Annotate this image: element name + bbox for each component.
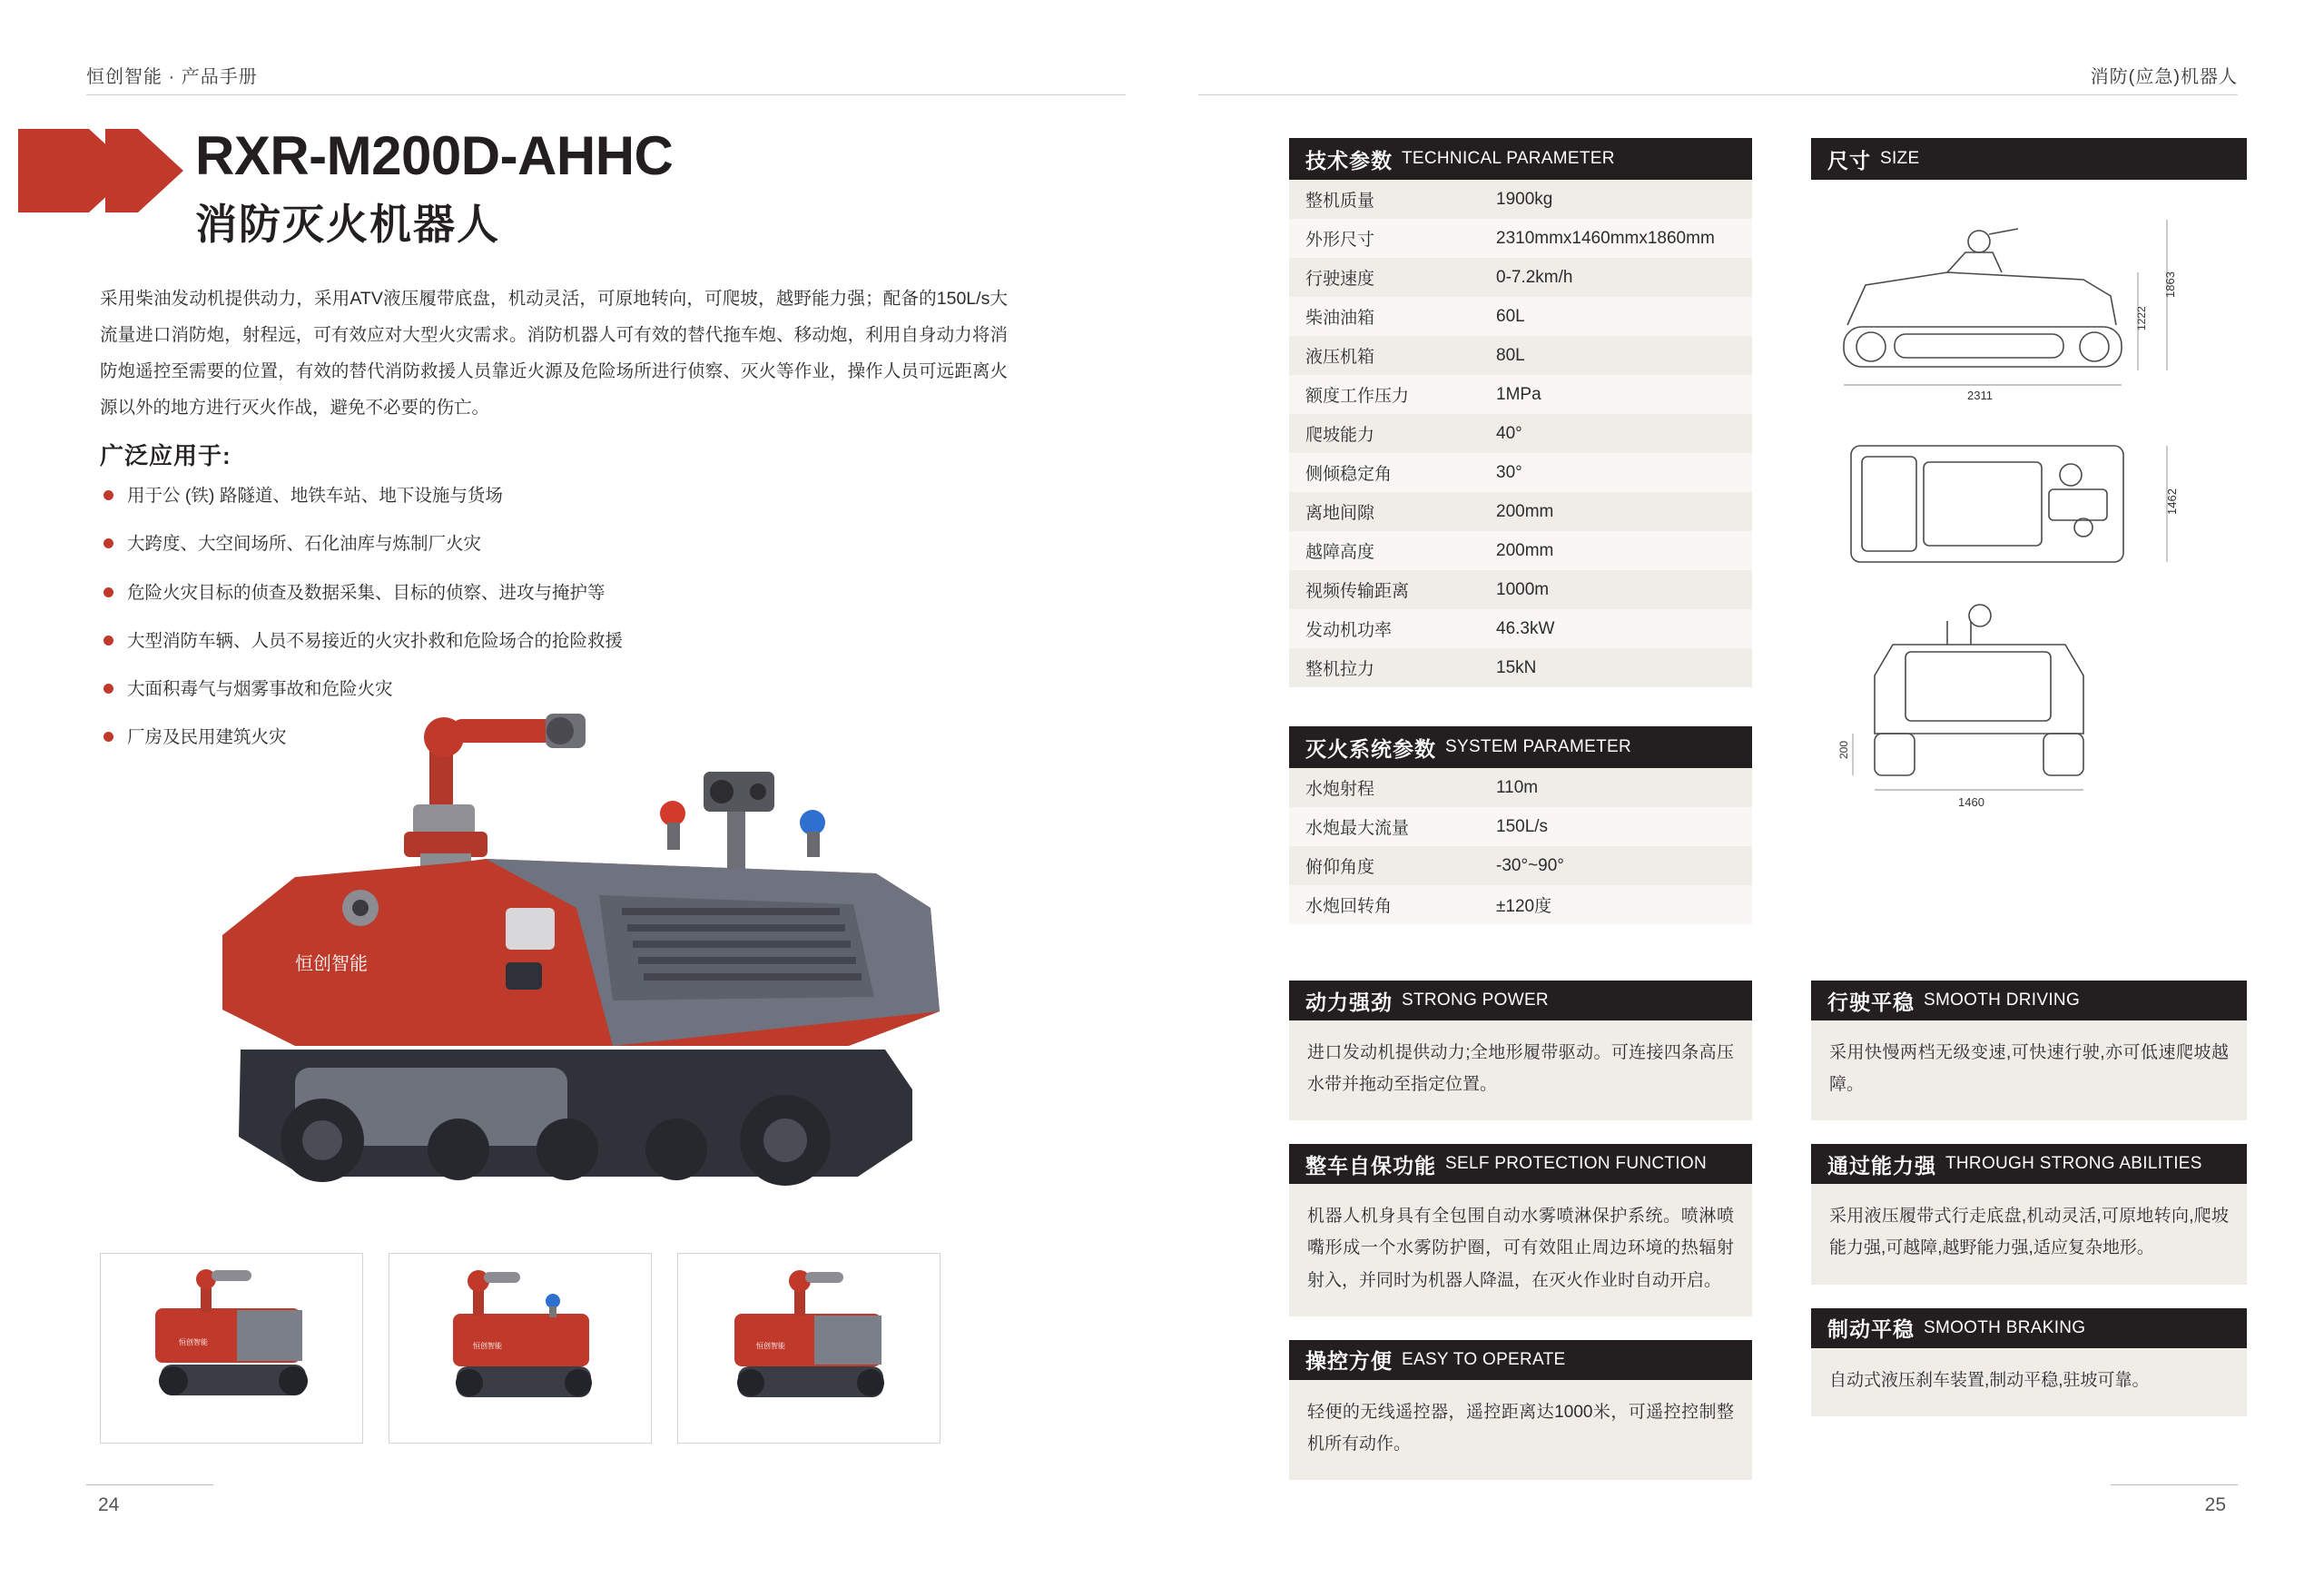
feature-title-cn: 通过能力强 (1827, 1153, 1936, 1178)
table-row (1289, 414, 1752, 453)
param-label: 水炮回转角 (1305, 897, 1393, 916)
list-item-label: 大跨度、大空间场所、石化油库与炼制厂火灾 (127, 534, 482, 555)
track-assembly (239, 1050, 912, 1186)
feature-smooth-braking (1811, 1308, 2247, 1416)
table-row (1289, 609, 1752, 648)
param-label: 整机拉力 (1305, 660, 1375, 679)
feature-easy-to-operate (1289, 1340, 1752, 1480)
feature-title-en: SMOOTH DRIVING (1924, 991, 2081, 1010)
param-value: 1MPa (1496, 384, 1541, 404)
feature-title-en: THROUGH STRONG ABILITIES (1945, 1154, 2202, 1174)
feature-title-cn: 制动平稳 (1827, 1317, 1915, 1342)
system-parameter-panel (1289, 726, 1752, 924)
param-label: 行驶速度 (1305, 270, 1375, 289)
param-value: 40° (1496, 423, 1522, 443)
technical-parameter-table (1289, 180, 1752, 687)
param-label: 柴油油箱 (1305, 309, 1375, 328)
drawing-top-view (1811, 420, 2238, 593)
header-rule-left (86, 94, 1126, 95)
table-row (1289, 180, 1752, 219)
size-header (1811, 138, 2247, 180)
table-row (1289, 531, 1752, 570)
param-value: 1900kg (1496, 189, 1553, 209)
dim-side-length: 2311 (1967, 389, 1993, 402)
thumbnail-front-view[interactable] (100, 1253, 363, 1444)
param-label: 离地间隙 (1305, 504, 1375, 523)
thumbnail-side-view[interactable] (677, 1253, 940, 1444)
param-value: 2310mmx1460mmx1860mm (1496, 228, 1715, 248)
feature-column-right (1811, 981, 2247, 1440)
list-item-label: 大型消防车辆、人员不易接近的火灾扑救和危险场合的抢险救援 (127, 630, 624, 651)
footer-rule-left (86, 1484, 213, 1485)
footer-rule-right (2111, 1484, 2238, 1485)
feature-body: 进口发动机提供动力;全地形履带驱动。可连接四条高压水带并拖动至指定位置。 (1289, 1020, 1752, 1120)
param-label: 视频传输距离 (1305, 582, 1410, 601)
list-item-label: 危险火灾目标的侦查及数据采集、目标的侦察、进攻与掩护等 (127, 582, 606, 603)
svg-text:恒创智能: 恒创智能 (473, 1342, 502, 1350)
param-value: 46.3kW (1496, 618, 1555, 638)
param-value: 200mm (1496, 540, 1554, 560)
header-rule-right (1198, 94, 2238, 95)
svg-text:恒创智能: 恒创智能 (179, 1338, 208, 1346)
feature-title-cn: 操控方便 (1305, 1349, 1393, 1374)
param-value: 80L (1496, 345, 1525, 365)
param-label: 额度工作压力 (1305, 387, 1410, 406)
table-row (1289, 375, 1752, 414)
page-number-left: 24 (98, 1494, 120, 1515)
param-label: 侧倾稳定角 (1305, 465, 1393, 484)
table-row (1289, 807, 1752, 846)
panel-title-en: SIZE (1880, 149, 1920, 168)
header-left: 恒创智能 · 产品手册 (86, 67, 258, 87)
table-row (1289, 258, 1752, 297)
thumbnail-angled-view[interactable] (389, 1253, 652, 1444)
param-label: 整机质量 (1305, 192, 1375, 211)
param-label: 水炮射程 (1305, 780, 1375, 799)
technical-parameter-panel (1289, 138, 1752, 687)
product-model: RXR-M200D-AHHC (195, 125, 674, 186)
param-label: 俯仰角度 (1305, 858, 1375, 877)
table-row (1289, 648, 1752, 687)
param-label: 越障高度 (1305, 543, 1375, 562)
feature-strong-power (1289, 981, 1752, 1120)
list-item-label: 厂房及民用建筑火灾 (127, 727, 287, 748)
dim-front-width: 1460 (1958, 795, 1984, 809)
feature-title-cn: 动力强劲 (1305, 990, 1393, 1014)
dim-front-clearance: 200 (1837, 740, 1850, 759)
param-value: 150L/s (1496, 816, 1549, 836)
robot-brand-label: 恒创智能 (295, 952, 368, 974)
dim-side-height: 1863 (2163, 271, 2177, 298)
panel-title-cn: 技术参数 (1305, 148, 1393, 172)
table-row (1289, 219, 1752, 258)
param-value: 15kN (1496, 657, 1537, 677)
size-drawings (1811, 189, 2247, 820)
list-item (100, 580, 1008, 606)
page-title (195, 127, 1012, 251)
feature-title-en: EASY TO OPERATE (1402, 1349, 1566, 1369)
list-item-label: 用于公 (铁) 路隧道、地铁车站、地下设施与货场 (127, 486, 503, 506)
robot-hero-image (186, 636, 1003, 1217)
param-value: 60L (1496, 306, 1525, 326)
headlight (506, 908, 555, 950)
beacon-light-right (800, 810, 825, 835)
intro-paragraph: 采用柴油发动机提供动力，采用ATV液压履带底盘，机动灵活，可原地转向，可爬坡，越野能力强；配备的150L/s大流量进口消防炮，射程远，可有效应对大型火灾需求。消防机器人可有效的替代拖车炮、移动炮，利用自身动力将消防炮遥控至需要的位置，有效的替代消防救援人员靠近火源及危险场所进行侦察、灭火等作业，操作人员可远距离火源以外的地方进行灭火作战，避免不必要的伤亡。 (100, 289, 1008, 418)
param-label: 外形尺寸 (1305, 231, 1375, 250)
feature-title-en: STRONG POWER (1402, 991, 1549, 1010)
system-parameter-table (1289, 768, 1752, 924)
feature-smooth-driving (1811, 981, 2247, 1120)
size-panel (1811, 138, 2247, 820)
dim-side-height2: 1222 (2135, 306, 2148, 330)
bullet-icon (103, 490, 113, 500)
beacon-light-left (660, 801, 685, 826)
table-row (1289, 846, 1752, 885)
feature-title-en: SMOOTH BRAKING (1924, 1317, 2086, 1337)
svg-text:恒创智能: 恒创智能 (756, 1342, 785, 1350)
product-name: 消防灭火机器人 (195, 200, 500, 248)
system-parameter-header (1289, 726, 1752, 768)
feature-column-left (1289, 981, 1752, 1503)
list-item (100, 483, 1008, 509)
list-item-label: 大面积毒气与烟雾事故和危险火灾 (127, 679, 393, 699)
table-row (1289, 297, 1752, 336)
bullet-icon (103, 732, 113, 742)
panel-title-en: SYSTEM PARAMETER (1445, 737, 1632, 756)
page-number-right: 25 (2204, 1494, 2226, 1515)
header-right: 消防(应急)机器人 (2090, 67, 2238, 87)
table-row (1289, 453, 1752, 492)
feature-body: 轻便的无线遥控器，遥控距离达1000米，可遥控控制整机所有动作。 (1289, 1380, 1752, 1480)
technical-parameter-header (1289, 138, 1752, 180)
param-label: 爬坡能力 (1305, 426, 1375, 445)
thumbnail-gallery (100, 1253, 940, 1444)
param-value: 1000m (1496, 579, 1550, 599)
feature-through-abilities (1811, 1144, 2247, 1284)
param-label: 发动机功率 (1305, 621, 1393, 640)
chevron-accent-icon (18, 129, 191, 212)
table-row (1289, 336, 1752, 375)
table-row (1289, 492, 1752, 531)
drawing-front-view (1811, 597, 2238, 815)
feature-body: 采用快慢两档无级变速,可快速行驶,亦可低速爬坡越障。 (1811, 1020, 2247, 1120)
param-value: -30°~90° (1496, 855, 1564, 875)
param-value: 200mm (1496, 501, 1554, 521)
drawing-side-view (1811, 189, 2238, 416)
bullet-icon (103, 636, 113, 646)
table-row (1289, 885, 1752, 924)
list-item (100, 531, 1008, 557)
param-label: 液压机箱 (1305, 348, 1375, 367)
feature-title-cn: 行驶平稳 (1827, 990, 1915, 1014)
front-panel (506, 962, 542, 990)
param-label: 水炮最大流量 (1305, 819, 1410, 838)
table-row (1289, 570, 1752, 609)
feature-body: 采用液压履带式行走底盘,机动灵活,可原地转向,爬坡能力强,可越障,越野能力强,适应复杂地形。 (1811, 1184, 2247, 1284)
param-value: 0-7.2km/h (1496, 267, 1573, 287)
panel-title-en: TECHNICAL PARAMETER (1402, 149, 1615, 168)
table-row (1289, 768, 1752, 807)
feature-title-en: SELF PROTECTION FUNCTION (1445, 1154, 1707, 1174)
param-value: ±120度 (1496, 897, 1552, 916)
bullet-icon (103, 538, 113, 548)
feature-title-cn: 整车自保功能 (1305, 1153, 1436, 1178)
bullet-icon (103, 587, 113, 597)
feature-body: 自动式液压刹车装置,制动平稳,驻坡可靠。 (1811, 1348, 2247, 1416)
bullet-icon (103, 684, 113, 694)
param-value: 110m (1496, 777, 1539, 797)
param-value: 30° (1496, 462, 1522, 482)
feature-body: 机器人机身具有全包围自动水雾喷淋保护系统。喷淋喷嘴形成一个水雾防护圈，可有效阻止周边环境的热辐射射入，并同时为机器人降温，在灭火作业时自动开启。 (1289, 1184, 1752, 1316)
panel-title-cn: 尺寸 (1827, 148, 1871, 172)
dim-top-width: 1462 (2165, 488, 2179, 515)
applications-title: 广泛应用于: (100, 442, 231, 469)
feature-self-protection (1289, 1144, 1752, 1316)
panel-title-cn: 灭火系统参数 (1305, 736, 1436, 761)
